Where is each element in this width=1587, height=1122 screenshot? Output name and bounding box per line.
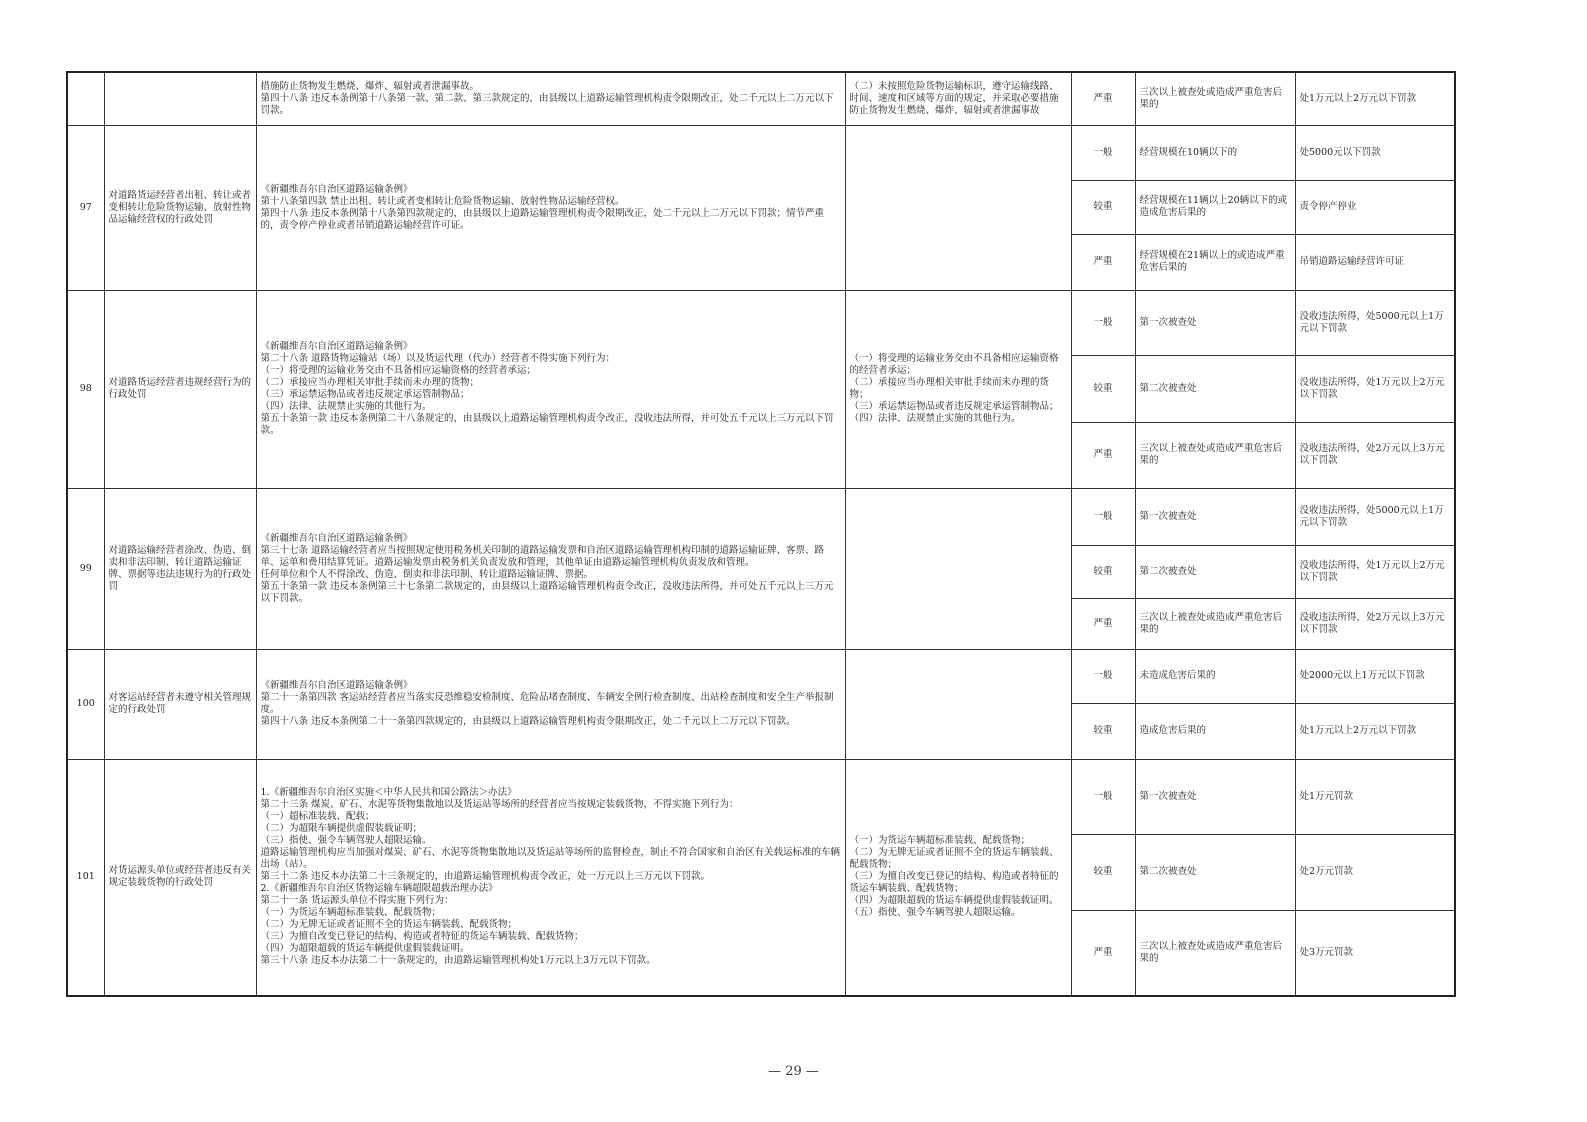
table-row [67,488,1455,545]
circumstance-cell [845,125,1071,290]
condition-cell: 三次以上被查处或造成严重危害后果的 [1135,422,1295,488]
condition-cell: 第一次被查处 [1135,290,1295,355]
penalty-cell: 处1万元罚款 [1295,759,1455,834]
table-row [67,290,1455,355]
condition-cell: 经营规模在11辆以上20辆以下的或造成危害后果的 [1135,180,1295,234]
penalty-cell: 没收违法所得，处1万元以上2万元以下罚款 [1295,355,1455,422]
item-cell [104,72,256,125]
penalty-cell: 责令停产停业 [1295,180,1455,234]
item-cell: 对道路货运经营者出租、转让或者变相转让危险货物运输、放射性物品运输经营权的行政处罚 [104,125,256,290]
severity-level-cell: 较重 [1071,703,1135,759]
severity-level-cell: 一般 [1071,759,1135,834]
condition-cell: 造成危害后果的 [1135,703,1295,759]
penalty-cell: 没收违法所得，处2万元以上3万元以下罚款 [1295,422,1455,488]
penalty-cell: 处2000元以上1万元以下罚款 [1295,649,1455,703]
severity-level-cell: 严重 [1071,234,1135,290]
row-number-cell: 101 [67,759,104,996]
circumstance-cell: （二）未按照危险货物运输标识，遵守运输线路、时间、速度和区域等方面的规定，并采取必要措施防止货物发生燃烧、爆炸、辐射或者泄漏事故 [845,72,1071,125]
condition-cell: 第一次被查处 [1135,488,1295,545]
penalty-cell: 处1万元以上2万元以下罚款 [1295,72,1455,125]
severity-level-cell: 一般 [1071,125,1135,180]
penalty-cell: 处1万元以上2万元以下罚款 [1295,703,1455,759]
legal-basis-cell: 措施防止货物发生燃烧、爆炸、辐射或者泄漏事故。 第四十八条 违反本条例第十八条第一款、第二款、第三款规定的，由县级以上道路运输管理机构责令限期改正，处二千元以上二万元以下罚款。 [256,72,845,125]
row-number-cell: 98 [67,290,104,488]
severity-level-cell: 严重 [1071,598,1135,649]
condition-cell: 三次以上被查处或造成严重危害后果的 [1135,72,1295,125]
condition-cell: 经营规模在10辆以下的 [1135,125,1295,180]
item-cell: 对道路货运经营者违规经营行为的行政处罚 [104,290,256,488]
circumstance-cell [845,649,1071,759]
table-body [67,72,1455,996]
row-number-cell: 97 [67,125,104,290]
table-row [67,649,1455,703]
table-row [67,72,1455,125]
severity-level-cell: 较重 [1071,545,1135,598]
row-number-cell: 100 [67,649,104,759]
penalty-cell: 处2万元罚款 [1295,834,1455,910]
severity-level-cell: 严重 [1071,72,1135,125]
severity-level-cell: 较重 [1071,180,1135,234]
penalty-cell: 没收违法所得，处1万元以上2万元以下罚款 [1295,545,1455,598]
condition-cell: 第二次被查处 [1135,545,1295,598]
severity-level-cell: 一般 [1071,649,1135,703]
severity-level-cell: 较重 [1071,834,1135,910]
penalty-cell: 没收违法所得，处5000元以上1万元以下罚款 [1295,488,1455,545]
condition-cell: 第二次被查处 [1135,355,1295,422]
penalty-cell: 没收违法所得，处2万元以上3万元以下罚款 [1295,598,1455,649]
legal-basis-cell: 1.《新疆维吾尔自治区实施＜中华人民共和国公路法＞办法》 第二十三条 煤炭、矿石、水泥等货物集散地以及货运站等场所的经营者应当按规定装载货物，不得实施下列行为： （一）超标准装载、配载； （二）为超限车辆提供虚假装载证明； （三）指使、强令车辆驾驶人超限运输。 道路运输管理机构应当加强对煤炭、矿石、水泥等货物集散地以及货运站等场所的监督检查，制止不符合国家和自治区有关载运标准的车辆出场（站）。 第三十二条 违反本办法第二十三条规定的，由道路运输管理机构责令改正，处一万元以上三万元以下罚款。 2.《新疆维吾尔自治区货物运输车辆超限超载治理办法》 第二十一条 货运源头单位不得实施下列行为： （一）为货运车辆超标准装载、配载货物； （二）为无牌无证或者证照不全的货运车辆装载、配载货物； （三）为擅自改变已登记的结构、构造或者特征的货运车辆装载、配载货物； （四）为超限超载的货运车辆提供虚假装载证明。 第三十八条 违反本办法第二十一条规定的，由道路运输管理机构处1万元以上3万元以下罚款。 [256,759,845,996]
item-cell: 对客运站经营者未遵守相关管理规定的行政处罚 [104,649,256,759]
severity-level-cell: 较重 [1071,355,1135,422]
table-row [67,125,1455,180]
legal-basis-cell: 《新疆维吾尔自治区道路运输条例》 第十八条第四款 禁止出租、转让或者变相转让危险货物运输、放射性物品运输经营权。 第四十八条 违反本条例第十八条第四款规定的，由县级以上道路运输管理机构责令限期改正，处二千元以上二万元以下罚款；情节严重的，责令停产停业或者吊销道路运输经营许可证。 [256,125,845,290]
condition-cell: 三次以上被查处或造成严重危害后果的 [1135,598,1295,649]
condition-cell: 未造成危害后果的 [1135,649,1295,703]
legal-basis-cell: 《新疆维吾尔自治区道路运输条例》 第二十一条第四款 客运站经营者应当落实反恐维稳安检制度、危险品堵查制度、车辆安全例行检查制度、出站检查制度和安全生产举报制度。 第四十八条 违反本条例第二十一条第四款规定的，由县级以上道路运输管理机构责令限期改正，处二千元以上二万元以下罚款。 [256,649,845,759]
penalty-cell: 没收违法所得，处5000元以上1万元以下罚款 [1295,290,1455,355]
condition-cell: 第二次被查处 [1135,834,1295,910]
penalty-standard-table [66,71,1456,997]
severity-level-cell: 一般 [1071,290,1135,355]
penalty-cell: 处3万元罚款 [1295,910,1455,996]
severity-level-cell: 一般 [1071,488,1135,545]
circumstance-cell [845,488,1071,649]
row-number-cell [67,72,104,125]
item-cell: 对货运源头单位或经营者违反有关规定装载货物的行政处罚 [104,759,256,996]
condition-cell: 三次以上被查处或造成严重危害后果的 [1135,910,1295,996]
penalty-cell: 处5000元以下罚款 [1295,125,1455,180]
legal-basis-cell: 《新疆维吾尔自治区道路运输条例》 第二十八条 道路货物运输站（场）以及货运代理（代办）经营者不得实施下列行为： （一）将受理的运输业务交由不具备相应运输资格的经营者承运； （二）承接应当办理相关审批手续而未办理的货物； （三）承运禁运物品或者违反规定承运管制物品； （四）法律、法规禁止实施的其他行为。 第五十条第一款 违反本条例第二十八条规定的，由县级以上道路运输管理机构责令改正，没收违法所得，并可处五千元以上三万元以下罚款。 [256,290,845,488]
table-row [67,759,1455,834]
severity-level-cell: 严重 [1071,422,1135,488]
page-number: — 29 — [768,1064,819,1079]
item-cell: 对道路运输经营者涂改、伪造、倒卖和非法印制、转让道路运输证牌、票据等违法违规行为的行政处罚 [104,488,256,649]
severity-level-cell: 严重 [1071,910,1135,996]
circumstance-cell: （一）将受理的运输业务交由不具备相应运输资格的经营者承运； （二）承接应当办理相关审批手续而未办理的货物； （三）承运禁运物品或者违反规定承运管制物品； （四）法律、法规禁止实施的其他行为。 [845,290,1071,488]
penalty-cell: 吊销道路运输经营许可证 [1295,234,1455,290]
condition-cell: 第一次被查处 [1135,759,1295,834]
condition-cell: 经营规模在21辆以上的或造成严重危害后果的 [1135,234,1295,290]
row-number-cell: 99 [67,488,104,649]
legal-basis-cell: 《新疆维吾尔自治区道路运输条例》 第三十七条 道路运输经营者应当按照规定使用税务机关印制的道路运输发票和自治区道路运输管理机构印制的道路运输证牌、客票、路单、运单和费用结算凭证。道路运输发票由税务机关负责发放和管理，其他单证由道路运输管理机构负责发放和管理。 任何单位和个人不得涂改、伪造、倒卖和非法印制、转让道路运输证牌、票据。 第五十条第一款 违反本条例第三十七条第二款规定的，由县级以上道路运输管理机构责令改正，没收违法所得，并可处五千元以上三万元以下罚款。 [256,488,845,649]
circumstance-cell: （一）为货运车辆超标准装载、配载货物； （二）为无牌无证或者证照不全的货运车辆装载、配载货物； （三）为擅自改变已登记的结构、构造或者特征的货运车辆装载、配载货物； （四）为超限超载的货运车辆提供虚假装载证明。 （五）指使、强令车辆驾驶人超限运输。 [845,759,1071,996]
